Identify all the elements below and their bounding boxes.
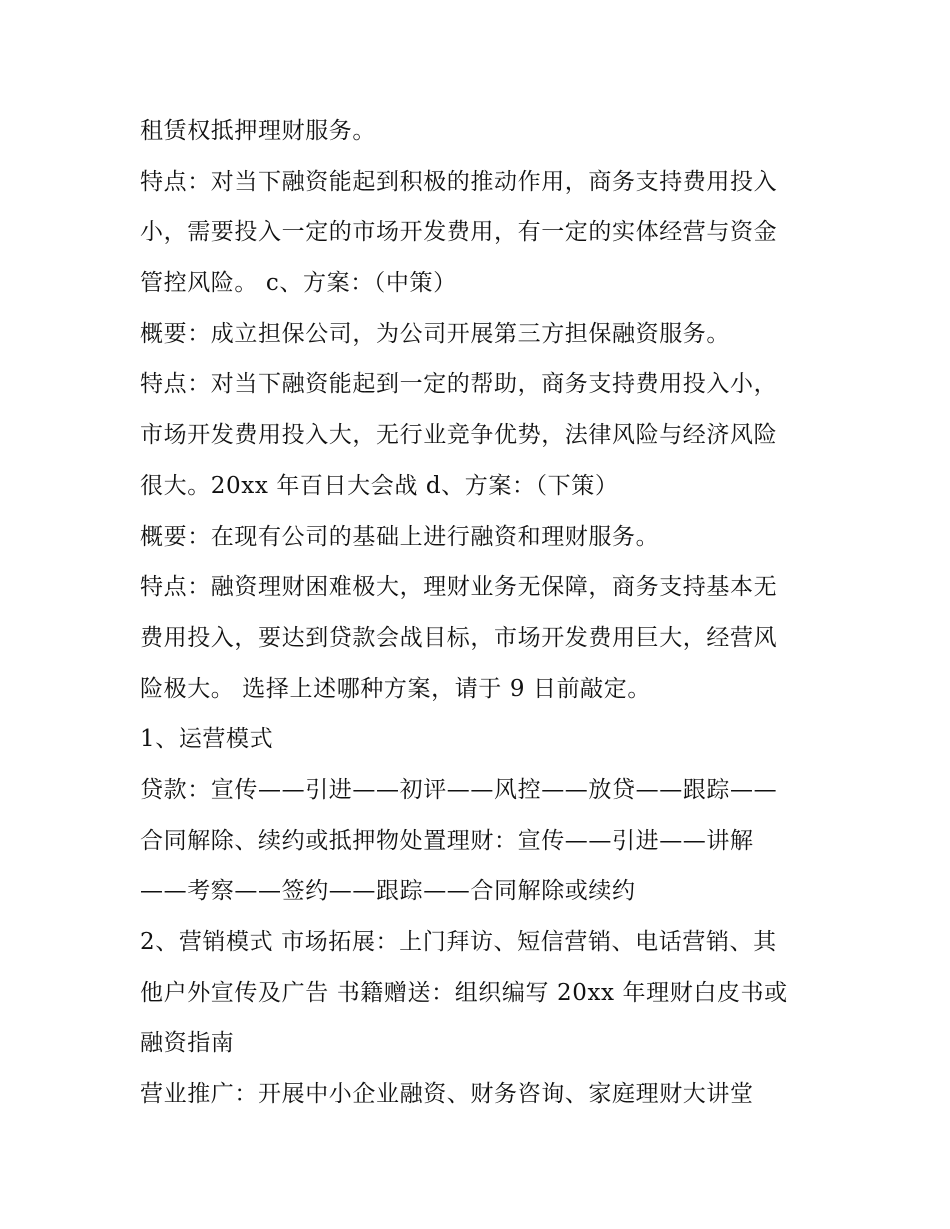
text-line: 险极大。 选择上述哪种方案，请于 9 日前敲定。 (140, 675, 651, 702)
section-heading: 1、运营模式 (140, 726, 274, 753)
text-line: 很大。20xx 年百日大会战 d、方案：（下策） (140, 472, 619, 499)
text-line: 特点：融资理财困难极大，理财业务无保障，商务支持基本无 (140, 574, 778, 601)
text-line: 管控风险。 c、方案：（中策） (140, 270, 457, 297)
text-line: 特点：对当下融资能起到一定的帮助，商务支持费用投入小， (140, 371, 778, 398)
text-line: 贷款：宣传——引进——初评——风控——放贷——跟踪—— (140, 776, 778, 803)
text-line: 小，需要投入一定的市场开发费用，有一定的实体经营与资金 (140, 219, 778, 246)
text-line: 费用投入，要达到贷款会战目标，市场开发费用巨大，经营风 (140, 624, 778, 651)
document-body (140, 106, 820, 1120)
text-line: 营业推广：开展中小企业融资、财务咨询、家庭理财大讲堂 (140, 1081, 754, 1108)
text-line: ——考察——签约——跟踪——合同解除或续约 (140, 878, 636, 905)
text-line: 他户外宣传及广告 书籍赠送：组织编写 20xx 年理财白皮书或 (140, 979, 788, 1006)
text-line: 特点：对当下融资能起到积极的推动作用，商务支持费用投入 (140, 168, 778, 195)
text-line: 租赁权抵押理财服务。 (140, 118, 376, 144)
section-heading: 2、营销模式 市场拓展：上门拜访、短信营销、电话营销、其 (140, 929, 777, 955)
text-line: 融资指南 (140, 1030, 235, 1057)
text-line: 概要：成立担保公司，为公司开展第三方担保融资服务。 (140, 320, 730, 347)
text-line: 市场开发费用投入大，无行业竞争优势，法律风险与经济风险 (140, 422, 778, 449)
text-line: 合同解除、续约或抵押物处置理财：宣传——引进——讲解 (140, 827, 754, 854)
text-line: 概要：在现有公司的基础上进行融资和理财服务。 (140, 523, 660, 550)
